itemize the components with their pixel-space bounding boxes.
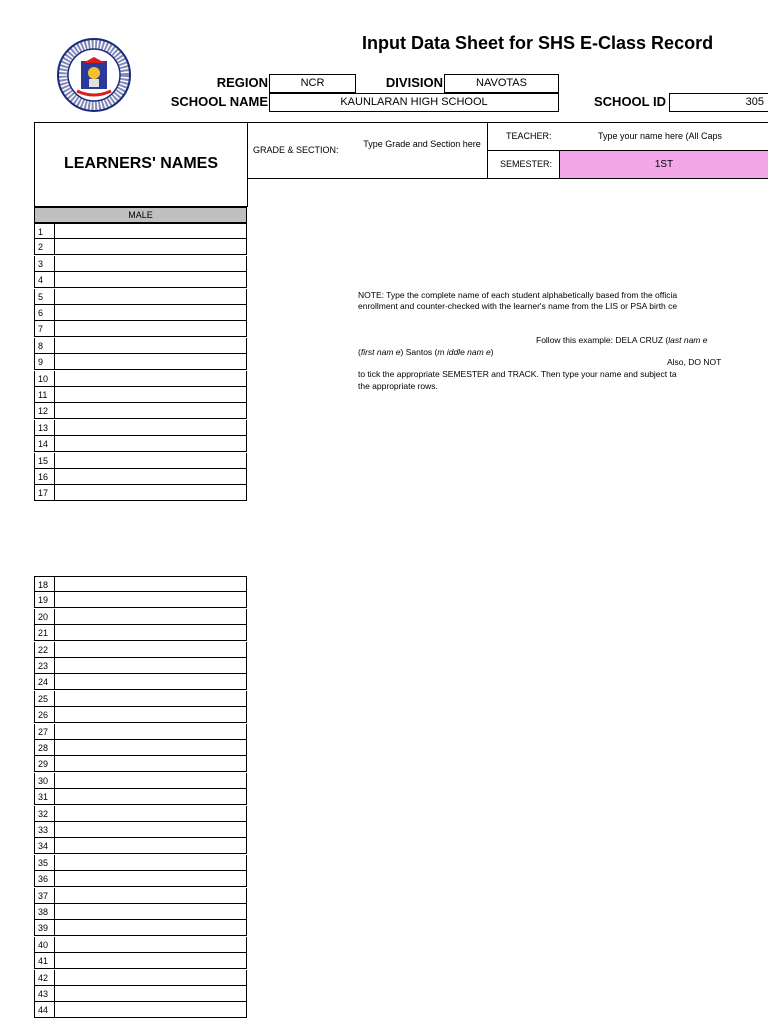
learner-row[interactable] [34, 625, 247, 641]
row-number: 26 [35, 707, 55, 722]
learner-row[interactable] [34, 691, 247, 707]
row-number: 35 [35, 855, 55, 870]
row-number: 11 [35, 387, 55, 402]
row-number: 17 [35, 485, 55, 500]
row-number: 1 [35, 224, 55, 239]
row-number: 9 [35, 354, 55, 369]
note-line-4: (first nam e) Santos (m iddle nam e) [358, 347, 494, 357]
learner-row[interactable] [34, 305, 247, 321]
learners-names-heading: LEARNERS' NAMES [63, 155, 219, 172]
learner-row[interactable] [34, 420, 247, 436]
row-number: 22 [35, 642, 55, 657]
school-name-label: SCHOOL NAME [170, 94, 268, 109]
row-number: 8 [35, 338, 55, 353]
note-line-3 [536, 335, 707, 346]
learner-row[interactable] [34, 354, 247, 370]
learner-row[interactable] [34, 953, 247, 969]
row-number: 36 [35, 871, 55, 886]
row-number: 37 [35, 888, 55, 903]
deped-seal-logo [51, 37, 137, 113]
row-number: 27 [35, 724, 55, 739]
learner-row[interactable] [34, 239, 247, 255]
learner-row[interactable] [34, 855, 247, 871]
row-number: 31 [35, 789, 55, 804]
row-number: 30 [35, 773, 55, 788]
learner-row[interactable] [34, 321, 247, 337]
school-id-field[interactable] [669, 93, 768, 112]
learner-row[interactable] [34, 937, 247, 953]
learner-row[interactable] [34, 256, 247, 272]
note-close-paren: ) [490, 347, 494, 357]
row-number: 16 [35, 469, 55, 484]
learner-row[interactable] [34, 904, 247, 920]
learner-row[interactable] [34, 920, 247, 936]
grade-section-label: GRADE & SECTION: [253, 145, 339, 155]
row-number: 19 [35, 592, 55, 607]
learner-row[interactable] [34, 838, 247, 854]
note-line-2: enrollment and counter-checked with the learner's name from the LIS or PSA birth ce [358, 301, 678, 311]
row-number: 32 [35, 806, 55, 821]
teacher-label: TEACHER: [506, 131, 552, 141]
row-number: 18 [35, 577, 55, 592]
row-number: 24 [35, 674, 55, 689]
learner-row[interactable] [34, 756, 247, 772]
row-number: 43 [35, 986, 55, 1001]
learner-row[interactable] [34, 592, 247, 608]
learner-row[interactable] [34, 806, 247, 822]
learner-row[interactable] [34, 707, 247, 723]
division-label: DIVISION [385, 75, 443, 90]
learner-row[interactable] [34, 272, 247, 288]
row-number: 40 [35, 937, 55, 952]
learner-row[interactable] [34, 986, 247, 1002]
learner-row[interactable] [34, 609, 247, 625]
learner-row[interactable] [34, 658, 247, 674]
region-label: REGION [216, 75, 268, 90]
row-number: 12 [35, 403, 55, 418]
note-last-name: last nam e [668, 335, 708, 345]
learner-row[interactable] [34, 674, 247, 690]
row-number: 20 [35, 609, 55, 624]
learner-row[interactable] [34, 387, 247, 403]
row-number: 7 [35, 321, 55, 336]
note-santos: ) Santos ( [400, 347, 438, 357]
school-id-label: SCHOOL ID [594, 94, 666, 109]
row-number: 44 [35, 1002, 55, 1017]
division-field[interactable]: NAVOTAS [444, 74, 559, 93]
semester-label: SEMESTER: [500, 159, 553, 169]
note-line-6: to tick the appropriate SEMESTER and TRACK. Then type your name and subject ta [358, 369, 677, 379]
row-number: 34 [35, 838, 55, 853]
learner-row[interactable] [34, 453, 247, 469]
note-line-1: NOTE: Type the complete name of each student alphabetically based from the officia [358, 290, 678, 300]
row-number: 6 [35, 305, 55, 320]
learner-row[interactable] [34, 773, 247, 789]
learner-row[interactable] [34, 338, 247, 354]
row-number: 39 [35, 920, 55, 935]
learner-row[interactable] [34, 403, 247, 419]
learner-row[interactable] [34, 789, 247, 805]
row-number: 33 [35, 822, 55, 837]
row-number: 23 [35, 658, 55, 673]
learner-row[interactable] [34, 970, 247, 986]
school-id-value: 305 [745, 96, 764, 108]
learner-row[interactable] [34, 469, 247, 485]
learner-row[interactable] [34, 642, 247, 658]
semester-field[interactable] [559, 151, 768, 178]
row-number: 13 [35, 420, 55, 435]
male-header: MALE [34, 207, 247, 223]
learner-row[interactable] [34, 871, 247, 887]
note-middle-name: m iddle nam e [437, 347, 491, 357]
learner-row[interactable] [34, 822, 247, 838]
row-number: 3 [35, 256, 55, 271]
learner-row[interactable] [34, 576, 247, 592]
row-number: 28 [35, 740, 55, 755]
row-number: 14 [35, 436, 55, 451]
row-number: 10 [35, 371, 55, 386]
learner-row[interactable] [34, 1002, 247, 1018]
note-line-7: the appropriate rows. [358, 381, 438, 391]
learner-row[interactable] [34, 223, 247, 239]
region-field[interactable]: NCR [269, 74, 356, 93]
learner-row[interactable] [34, 888, 247, 904]
row-number: 4 [35, 272, 55, 287]
learner-row[interactable] [34, 436, 247, 452]
row-number: 15 [35, 453, 55, 468]
learner-row[interactable] [34, 724, 247, 740]
note-first-name: first nam e [360, 347, 401, 357]
row-number: 41 [35, 953, 55, 968]
learner-row[interactable] [34, 289, 247, 305]
note-line-5: Also, DO NOT [667, 357, 722, 367]
teacher-field[interactable]: Type your name here (All Caps [598, 131, 723, 141]
page-title: Input Data Sheet for SHS E-Class Record [362, 33, 714, 53]
row-number: 42 [35, 970, 55, 985]
note-example-text: Follow this example: DELA CRUZ ( [536, 335, 669, 345]
row-number: 5 [35, 289, 55, 304]
row-number: 25 [35, 691, 55, 706]
row-number: 21 [35, 625, 55, 640]
learner-row[interactable] [34, 485, 247, 501]
row-number: 29 [35, 756, 55, 771]
grade-section-field[interactable]: Type Grade and Section here [363, 139, 481, 149]
learner-row[interactable] [34, 740, 247, 756]
learner-row[interactable] [34, 371, 247, 387]
semester-value: 1ST [654, 159, 674, 170]
row-number: 38 [35, 904, 55, 919]
school-name-field[interactable]: KAUNLARAN HIGH SCHOOL [269, 93, 559, 112]
row-number: 2 [35, 239, 55, 254]
